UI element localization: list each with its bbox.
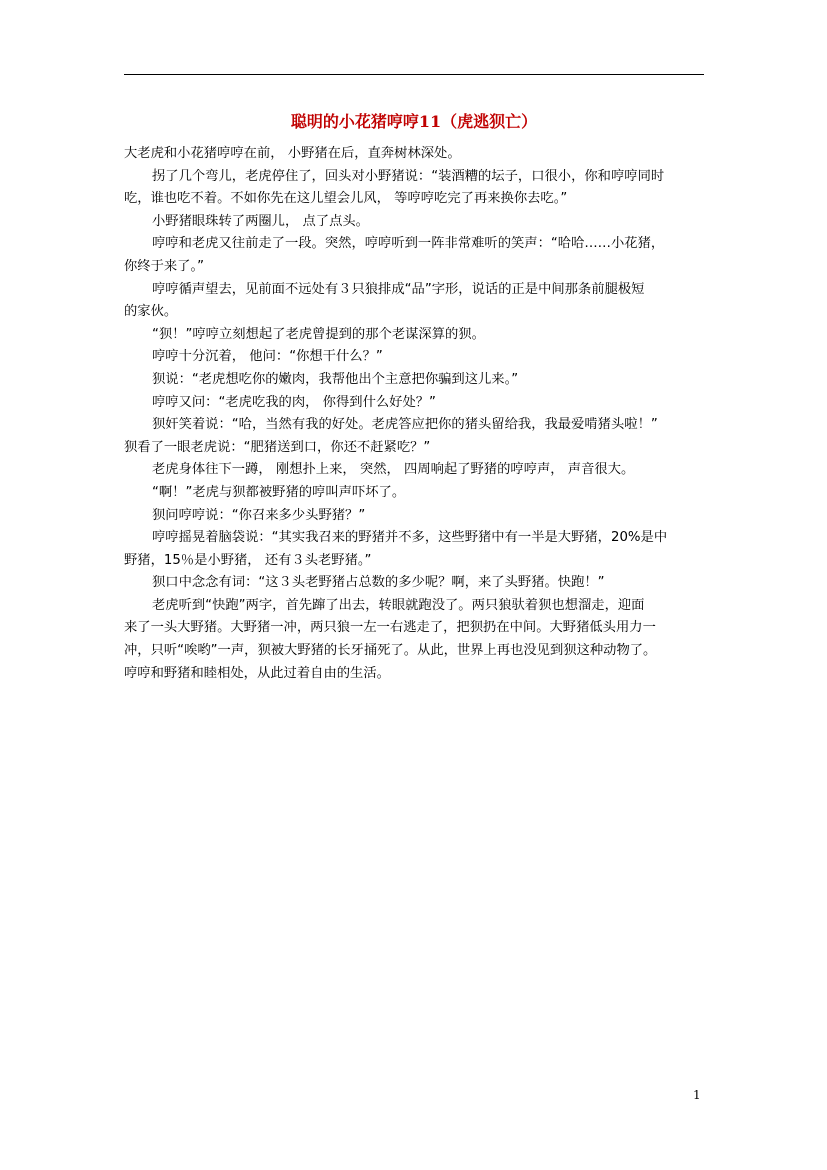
text-line: 哼哼和野猪和睦相处，从此过着自由的生活。: [124, 665, 390, 681]
text-line: 小野猪眼珠转了两圈儿， 点了点头。: [152, 213, 369, 229]
text-line: 大老虎和小花猪哼哼在前， 小野猪在后，直奔树林深处。: [124, 146, 461, 161]
text-line: 狈奸笑着说：“哈，当然有我的好处。老虎答应把你的猪头留给我，我最爱啃猪头啦！”: [152, 417, 658, 433]
text-line: 吃，谁也吃不着。不如你先在这儿望会儿风， 等哼哼吃完了再来换你去吃。”: [124, 191, 568, 207]
text-line: “啊！”老虎与狈都被野猪的哼叫声吓坏了。: [152, 484, 406, 500]
text-line: 老虎听到“快跑”两字，首先蹿了出去，转眼就跑没了。两只狼驮着狈也想溜走，迎面: [152, 597, 645, 613]
text-line: 哼哼十分沉着， 他问：“你想干什么？”: [152, 349, 383, 365]
header-rule: [124, 74, 704, 75]
text-line: 冲，只听“唉哟”一声，狈被大野猪的长牙捅死了。从此，世界上再也没见到狈这种动物了。: [124, 643, 657, 659]
text-line: 狈看了一眼老虎说：“肥猪送到口，你还不赶紧吃？”: [124, 439, 431, 455]
text-line: 哼哼又问：“老虎吃我的肉， 你得到什么好处？”: [152, 394, 436, 410]
document-title: 聪明的小花猪哼哼11（虎逃狈亡）: [290, 112, 538, 131]
text-line: 狈口中念念有词：“这３头老野猪占总数的多少呢？啊，来了头野猪。快跑！”: [152, 575, 605, 591]
text-line: 哼哼和老虎又往前走了一段。突然，哼哼听到一阵非常难听的笑声：“哈哈……小花猪，: [152, 236, 665, 252]
text-line: 老虎身体往下一蹲， 刚想扑上来， 突然， 四周响起了野猪的哼哼声， 声音很大。: [152, 462, 635, 478]
text-line: “狈！”哼哼立刻想起了老虎曾提到的那个老谋深算的狈。: [152, 326, 485, 342]
text-line: 来了一头大野猪。大野猪一冲，两只狼一左一右逃走了，把狈扔在中间。大野猪低头用力一: [124, 620, 656, 636]
page-number: 1: [693, 1088, 701, 1102]
text-line: 狈说：“老虎想吃你的嫩肉，我帮他出个主意把你骗到这儿来。”: [152, 371, 519, 387]
text-line: 你终于来了。”: [124, 258, 205, 274]
text-line: 狈问哼哼说：“你召来多少头野猪？”: [152, 507, 366, 523]
text-line: 哼哼摇晃着脑袋说：“其实我召来的野猪并不多，这些野猪中有一半是大野猪，20%是中: [152, 530, 668, 546]
story-body: [124, 143, 724, 685]
text-line: 哼哼循声望去，见前面不远处有３只狼排成“品”字形，说话的正是中间那条前腿极短: [152, 281, 645, 297]
text-line: 野猪，15％是小野猪， 还有３头老野猪。”: [124, 552, 372, 568]
text-line: 的家伙。: [124, 304, 178, 320]
text-line: 拐了几个弯儿，老虎停住了，回头对小野猪说：“装酒糟的坛子，口很小，你和哼哼同时: [152, 168, 665, 184]
